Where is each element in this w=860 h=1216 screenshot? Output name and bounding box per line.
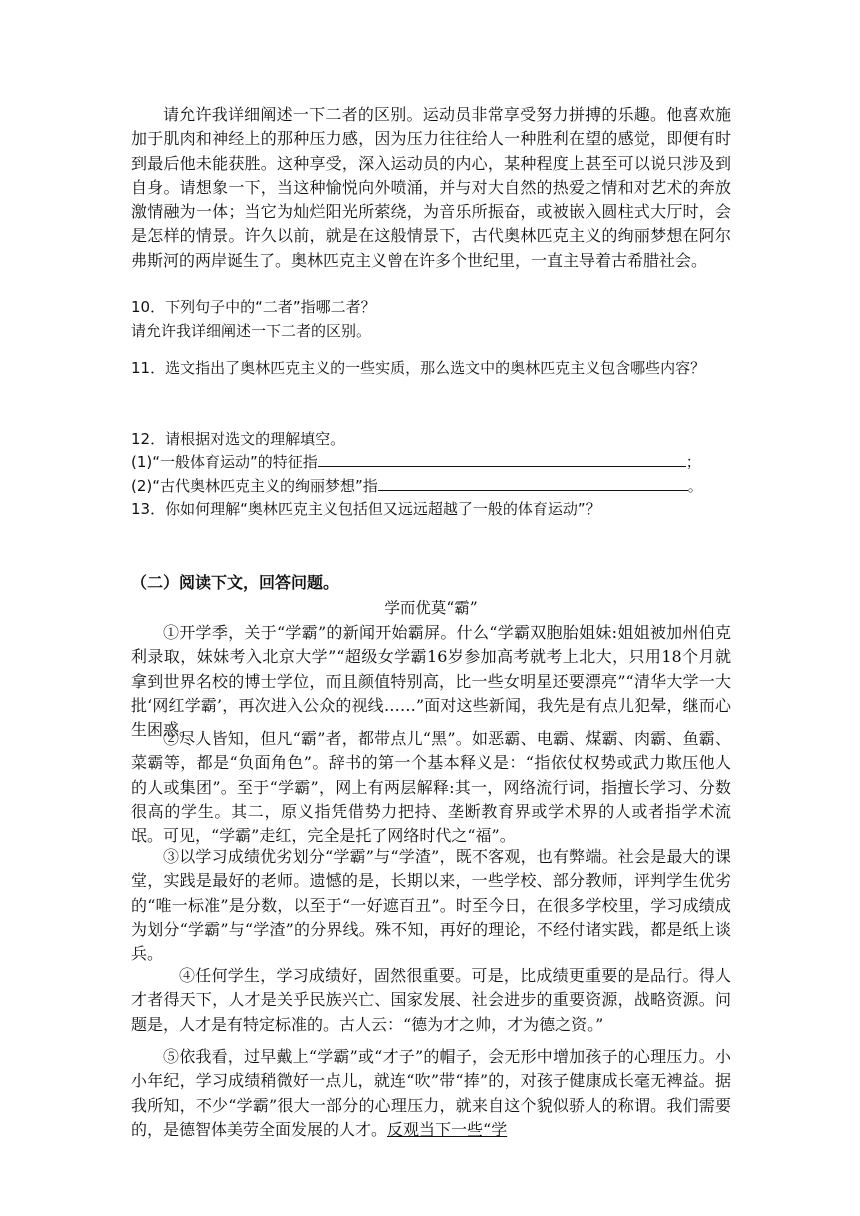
- question-12-2-label: (2)“古代奥林匹克主义的绚丽梦想”指: [131, 477, 378, 495]
- question-11: 11．选文指出了奥林匹克主义的一些实质，那么选文中的奥林匹克主义包含哪些内容？: [131, 359, 706, 377]
- question-12-2-end: 。: [687, 477, 703, 495]
- paragraph-5-text: ⑤依我看，过早戴上“学霸”或“才子”的帽子，会无形中增加孩子的心理压力。小小年纪，学习成绩稍微好一点儿，就连“吹”带“捧”的，对孩子健康成长毫无裨益。据我所知，不少“学霸”很大一部分的心理压力，就来自这个貌似骄人的称谓。我们需要的，是德智体美劳全面发展的人才。: [131, 1047, 731, 1139]
- question-10-quote: 请允许我详细阐述一下二者的区别。: [131, 322, 372, 340]
- paragraph-5: [131, 1045, 731, 1142]
- paragraph-5-underlined: 反观当下一些“学: [387, 1119, 508, 1139]
- paragraph-4: ④任何学生，学习成绩好，固然很重要。可是，比成绩更重要的是品行。得人才者得天下，人才是关乎民族兴亡、国家发展、社会进步的重要资源，战略资源。问题是，人才是有特定标准的。古人云：“德为才之帅，才为德之资。”: [131, 966, 731, 1034]
- article-title: 学而优莫“霸”: [384, 599, 478, 617]
- paragraph-2: ②尽人皆知，但凡“霸”者，都带点儿“黑”。如恶霸、电霸、煤霸、肉霸、鱼霸、菜霸等，都是“负面角色”。辞书的第一个基本释义是：“指依仗权势或武力欺压他人的人或集团”。至于“学霸”，网上有两层解释:其一，网络流行词，指擅长学习、分数很高的学生。其二，原义指凭借势力把持、垄断教育界或学术界的人或者指学术流氓。可见，“学霸”走红，完全是托了网络时代之“福”。: [131, 729, 731, 846]
- paragraph-1: ①开学季，关于“学霸”的新闻开始霸屏。什么“学霸双胞胎姐妹:姐姐被加州伯克利录取，妹妹考入北京大学”“超级女学霸16岁参加高考就考上北大，只用18个月就拿到世界名校的博士学位，而且颜值特别高，比一些女明星还要漂亮”“清华大学一大批‘网红学霸’，再次进入公众的视线……”面对这些新闻，我先是有点儿犯晕，继而心生困惑。: [131, 623, 731, 740]
- answer-blank-12-2[interactable]: [378, 476, 688, 491]
- question-12-2: [131, 474, 731, 498]
- question-12-1-label: (1)“一般体育运动”的特征指: [131, 453, 318, 471]
- answer-blank-12-1[interactable]: [318, 452, 686, 467]
- question-12-1: [131, 450, 731, 474]
- question-12-1-end: ；: [685, 453, 701, 471]
- question-10: 10．下列句子中的“二者”指哪二者？: [131, 298, 376, 316]
- section-heading: （二）阅读下文，回答问题。: [131, 573, 340, 592]
- passage-olympism: 请允许我详细阐述一下二者的区别。运动员非常享受努力拼搏的乐趣。他喜欢施加于肌肉和神经上的那种压力感，因为压力往往给人一种胜利在望的感觉，即便有时到最后他未能获胜。这种享受，深入运动员的内心，某种程度上甚至可以说只涉及到自身。请想象一下，当这种愉悦向外喷涌，并与对大自然的热爱之情和对艺术的奔放激情融为一体；当它为灿烂阳光所萦绕，为音乐所振奋，或被嵌入圆柱式大厅时，会是怎样的情景。许久以前，就是在这般情景下，古代奥林匹克主义的绚丽梦想在阿尔弗斯河的两岸诞生了。奥林匹克主义曾在许多个世纪里，一直主导着古希腊社会。: [131, 105, 731, 270]
- question-13: 13．你如何理解“奥林匹克主义包括但又远远超越了一般的体育运动”？: [131, 500, 601, 518]
- paragraph-3: ③以学习成绩优劣划分“学霸”与“学渣”，既不客观，也有弊端。社会是最大的课堂，实践是最好的老师。遗憾的是，长期以来，一些学校、部分教师，评判学生优劣的“唯一标准”是分数，以至于“一好遮百丑”。时至今日，在很多学校里，学习成绩成为划分“学霸”与“学渣”的分界线。殊不知，再好的理论，不经付诸实践，都是纸上谈兵。: [131, 847, 731, 964]
- question-12: 12．请根据对选文的理解填空。: [131, 430, 346, 448]
